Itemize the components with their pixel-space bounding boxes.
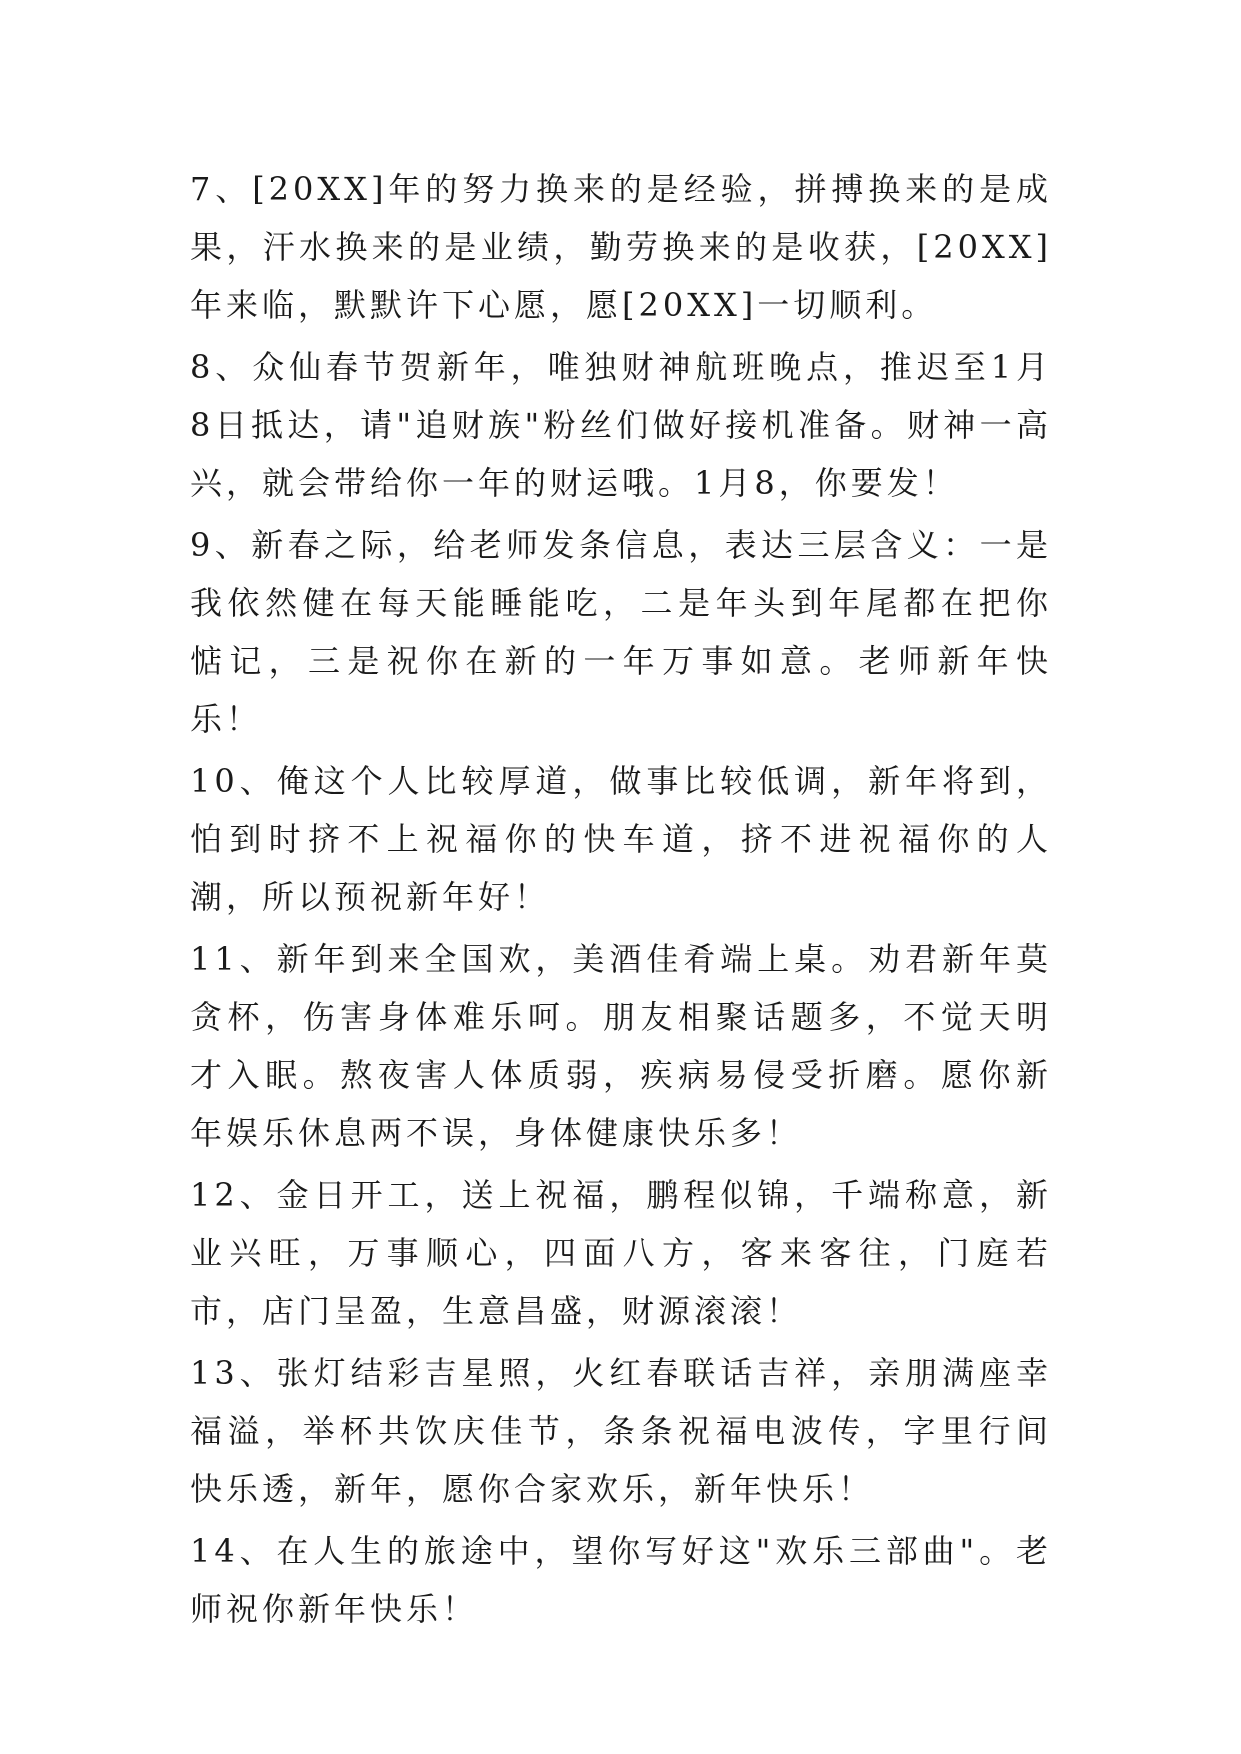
paragraph-12: 12、金日开工，送上祝福，鹏程似锦，千端称意，新业兴旺，万事顺心，四面八方，客来客往，门庭若市，店门呈盈，生意昌盛，财源滚滚！ (190, 1176, 1052, 1330)
paragraph-7: 7、[20XX]年的努力换来的是经验，拼搏换来的是成果，汗水换来的是业绩，勤劳换来的是收获，[20XX]年来临，默默许下心愿，愿[20XX]一切顺利。 (190, 170, 1052, 324)
paragraph-9: 9、新春之际，给老师发条信息，表达三层含义：一是我依然健在每天能睡能吃，二是年头到年尾都在把你惦记，三是祝你在新的一年万事如意。老师新年快乐！ (190, 526, 1052, 738)
paragraph-14: 14、在人生的旅途中，望你写好这"欢乐三部曲"。老师祝你新年快乐！ (190, 1532, 1052, 1628)
paragraph-13: 13、张灯结彩吉星照，火红春联话吉祥，亲朋满座幸福溢，举杯共饮庆佳节，条条祝福电波传，字里行间快乐透，新年，愿你合家欢乐，新年快乐！ (190, 1354, 1052, 1508)
document-body (190, 160, 1052, 1642)
paragraph-11: 11、新年到来全国欢，美酒佳肴端上桌。劝君新年莫贪杯，伤害身体难乐呵。朋友相聚话题多，不觉天明才入眠。熬夜害人体质弱，疾病易侵受折磨。愿你新年娱乐休息两不误，身体健康快乐多！ (190, 940, 1052, 1152)
paragraph-10: 10、俺这个人比较厚道，做事比较低调，新年将到，怕到时挤不上祝福你的快车道，挤不进祝福你的人潮，所以预祝新年好！ (190, 762, 1052, 916)
paragraph-8: 8、众仙春节贺新年，唯独财神航班晚点，推迟至1月8日抵达，请"追财族"粉丝们做好接机准备。财神一高兴，就会带给你一年的财运哦。1月8，你要发！ (190, 348, 1052, 502)
